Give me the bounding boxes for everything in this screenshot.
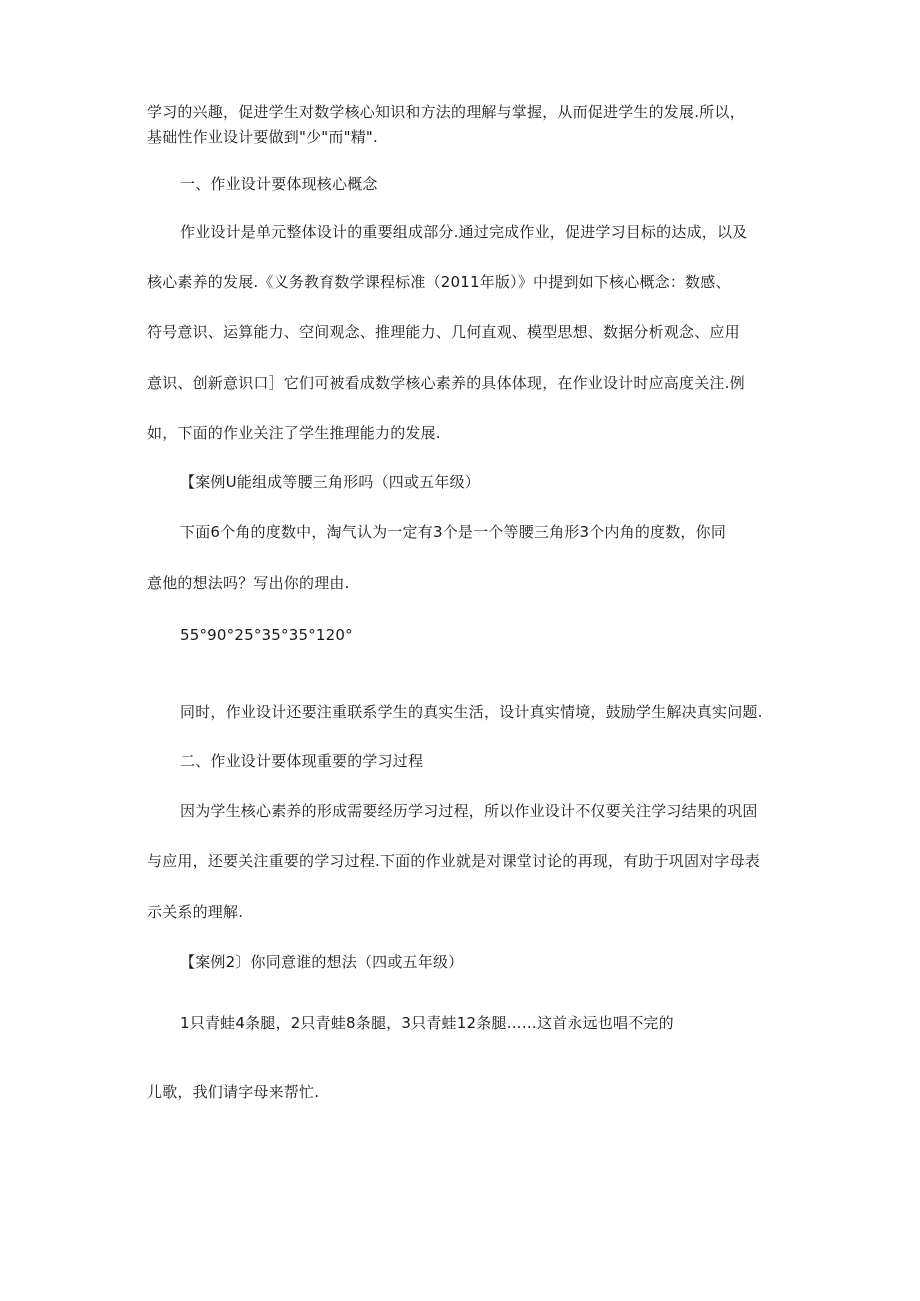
paragraph-line: 意他的想法吗？写出你的理由. xyxy=(147,574,350,592)
paragraph-line: 下面6个角的度数中，淘气认为一定有3个是一个等腰三角形3个内角的度数，你同 xyxy=(180,523,727,541)
paragraph-line: 儿歌，我们请字母来帮忙. xyxy=(147,1083,320,1101)
paragraph-line: 示关系的理解. xyxy=(147,903,244,921)
section-heading-1: 一、作业设计要体现核心概念 xyxy=(180,175,378,193)
paragraph-line: 作业设计是单元整体设计的重要组成部分.通过完成作业，促进学习目标的达成，以及 xyxy=(180,223,748,241)
section-heading-2: 二、作业设计要体现重要的学习过程 xyxy=(180,752,424,770)
paragraph-line: 核心素养的发展.《义务教育数学课程标准（2011年版）》中提到如下核心概念：数感、 xyxy=(147,273,731,291)
paragraph-line: 与应用，还要关注重要的学习过程.下面的作业就是对课堂讨论的再现，有助于巩固对字母表 xyxy=(147,852,760,870)
paragraph-line: 学习的兴趣，促进学生对数学核心知识和方法的理解与掌握，从而促进学生的发展.所以， xyxy=(147,103,745,121)
case-title-1: 【案例U能组成等腰三角形吗（四或五年级） xyxy=(180,473,480,491)
angle-values: 55°90°25°35°35°120° xyxy=(180,626,353,644)
paragraph-line: 同时，作业设计还要注重联系学生的真实生活，设计真实情境，鼓励学生解决真实问题. xyxy=(180,703,763,721)
paragraph-line: 因为学生核心素养的形成需要经历学习过程，所以作业设计不仅要关注学习结果的巩固 xyxy=(180,802,758,820)
paragraph-line: 意识、创新意识口］它们可被看成数学核心素养的具体体现，在作业设计时应高度关注.例 xyxy=(147,374,745,392)
case-title-2: 【案例2〕你同意谁的想法（四或五年级） xyxy=(180,953,464,971)
paragraph-line: 如，下面的作业关注了学生推理能力的发展. xyxy=(147,424,441,442)
paragraph-line: 1只青蛙4条腿，2只青蛙8条腿，3只青蛙12条腿……这首永远也唱不完的 xyxy=(180,1014,674,1032)
paragraph-line: 基础性作业设计要做到"少"而"精". xyxy=(147,128,378,146)
paragraph-line: 符号意识、运算能力、空间观念、推理能力、几何直观、模型思想、数据分析观念、应用 xyxy=(147,323,740,341)
